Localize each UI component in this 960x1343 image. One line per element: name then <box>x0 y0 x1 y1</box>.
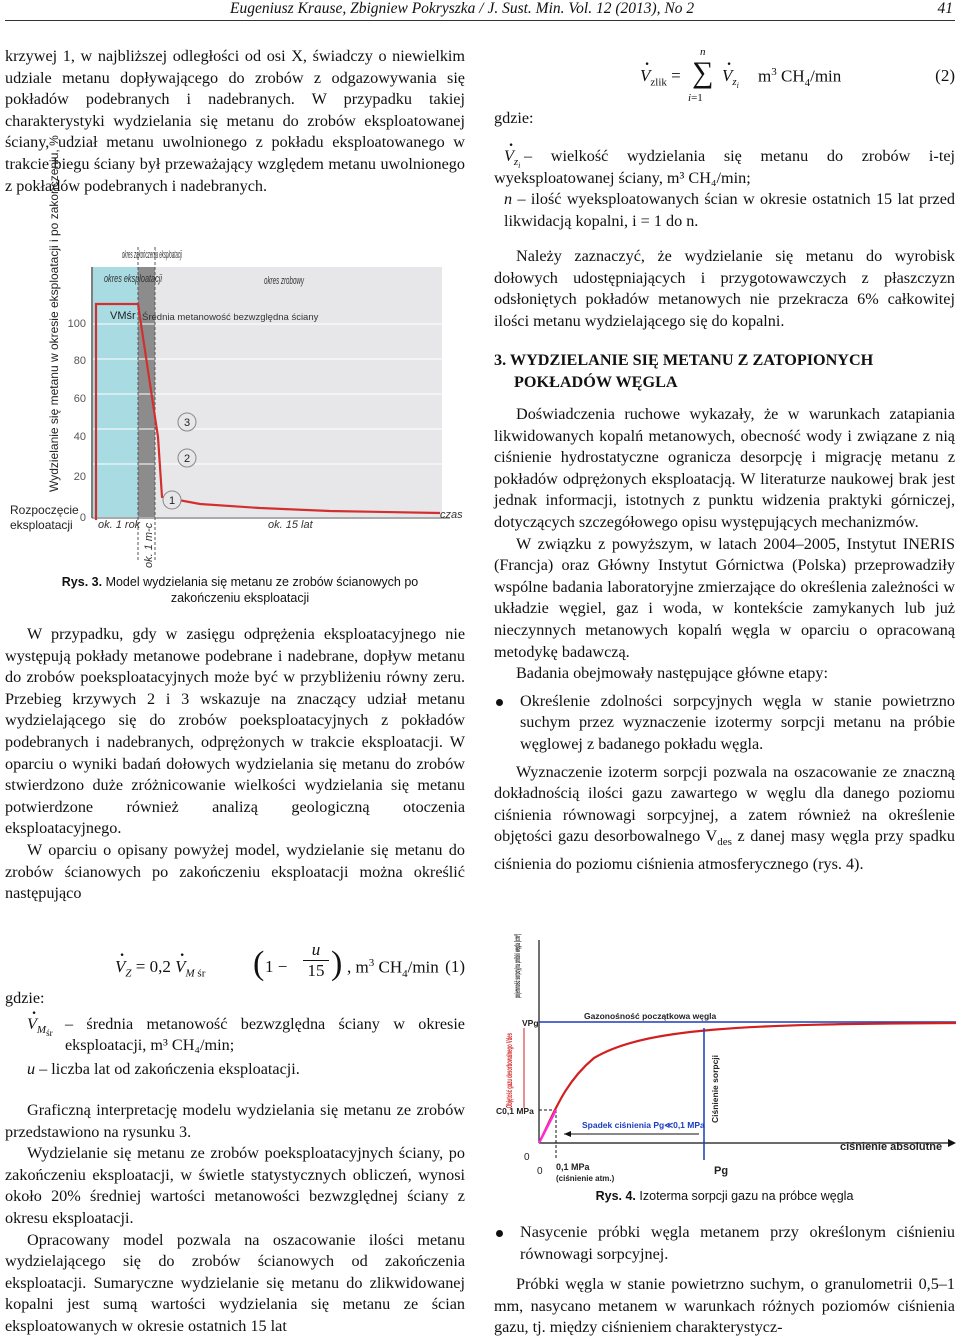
fig4-label-spadek: Spadek ciśnienia Pg≪0,1 MPa <box>582 1120 705 1130</box>
journal-citation: Eugeniusz Krause, Zbigniew Pokryszka / J. Sust. Min. Vol. 12 (2013), No 2 <box>230 0 695 17</box>
fig3-start-label: Rozpoczęcie eksploatacji <box>10 503 79 532</box>
fig4-label-zero-x: 0 <box>537 1166 543 1177</box>
left-body <box>5 624 465 905</box>
right-paragraph-1: Należy zaznaczyć, że wydzielanie się metanu do wyrobisk dołowych udostępniających i przygotowawczych z płaszczyzn odsłoniętych pokładów metanowych nie przekracza 6% całkowitej ilości metanu wydzielającego się do kopalni. <box>494 247 955 330</box>
left-paragraph-2: W oparciu o opisany powyżej model, wydzielanie się metanu do zrobów ścianowych po zakończeniu eksploatacji można określić następująco <box>5 840 465 903</box>
fig4-label-cisn-atm: (ciśnienie atm.) <box>556 1174 615 1183</box>
left-paragraph-3: Graficzną interpretację modelu wydzielania się metanu ze zrobów przedstawiono na rysunku 3. <box>5 1101 465 1141</box>
right-paragraph-2: Doświadczenia ruchowe wykazały, że w warunkach zatapiania likwidowanych kopalń metanowych, obecność wody i związane z nią ciśnienie hydrostatyczne ogranicza desorpcję i migrację metanu z pokładów odprężonych eksploatacją. W literaturze naukowej brak jest jednak informacji, istotnych z punktu widzenia praktyki górniczej, dotyczących szczegółowego opisu występujących mechanizmów. <box>494 405 955 531</box>
right-def-2: ilość wyeksploatowanych ścian w okresie ostatnich 15 lat przed likwidacją kopalni, i = 1 do n. <box>504 190 955 230</box>
fig4-label-cisn-sorp: Ciśnienie sorpcji <box>710 1054 720 1123</box>
fig4-label-vpg: VPg <box>522 1018 539 1028</box>
left-paragraph-1: W przypadku, gdy w zasięgu odprężenia eksploatacyjnego nie występują pokłady metanowe podebrane i nadebrane, dopływ metanu do zrobów poeksploatacyjnych może być w przybliżeniu równy zeru. Przebieg krzywych 2 i 3 wskazuje na znaczący udział metanu wydzielającego się do zrobów poeksploatacyjnych z pokładów podebranych i nadebranych, odprężonych w trakcie eksploatacji. W oparciu o wyniki badań dołowych wydzielania się metanu do zrobów stwierdzono duże zróżnicowanie wielkości wydzielania się metanu potwierdzone również analizą geologiczną otoczenia eksploatacyjnego. <box>5 625 465 838</box>
fig3-label-ok1rok: ok. 1 rok <box>98 519 141 531</box>
left-tail <box>5 1100 465 1338</box>
fig3-caption <box>40 574 440 606</box>
right-paragraph-5: Wyznaczenie izoterm sorpcji pozwala na oszacowanie ze znaczną dokładnością ilości gazu zawartego w węglu dla danego poziomu ciśnienia równowagi sorpcyjnej, a zatem również na określenie objętości gazu desorbowalnego $V_{des}$ z danej masy węgla przy spadku ciśnienia do poziomu ciśnienia atmosferycznego (rys. 4). <box>494 762 955 874</box>
right-paragraph-6: Próbki węgla w stanie powietrzno suchym, o granulometrii 0,5–1 mm, nasycano metanem w warunkach różnych poziomów ciśnienia gazu, tj. między ciśnieniem charakterystycz- <box>494 1275 955 1337</box>
fig3-ytick-100: 100 <box>67 318 86 330</box>
fig3-ytick-40: 40 <box>73 431 86 443</box>
fig4-ylabel-mid: Objętość gazu desorbowalnego Vdes <box>505 966 514 1108</box>
right-gdzie-block <box>494 108 954 130</box>
fig3-label-okres-eks: okres eksploatacji <box>104 273 163 285</box>
curve-label-3: 3 <box>183 417 191 429</box>
fig3-ytick-80: 80 <box>73 355 86 367</box>
bullet-2: Nasycenie próbki węgla metanem przy określonym ciśnieniu równowagi sorpcyjnej. <box>494 1222 955 1265</box>
fig3-label-czas: czas <box>440 509 463 521</box>
curve-label-2: 2 <box>183 453 191 465</box>
fig4-caption <box>494 1188 955 1204</box>
fig3-ytick-0: 0 <box>79 512 86 524</box>
page-number: 41 <box>937 0 953 17</box>
fig3-label-okres-zrob: okres zrobowy <box>264 275 305 287</box>
left-paragraph-5: Opracowany model pozwala na oszacowanie ilości metanu wydzielającego się do zrobów ścianowych od zakończenia eksploatacji. Sumaryczne wydzielanie się metanu do zlikwidowanej kopalni jest sumą wartości wydzielania się metanu ze ścian eksploatowanych w okresie ostatnich 15 lat <box>5 1230 465 1335</box>
right-def-1: wielkość wydzielania się metanu do zrobów i-tej wyeksploatowanej ściany, m³ CH₄/min; <box>494 147 955 187</box>
right-gdzie: gdzie: <box>494 109 534 127</box>
fig3-label-ok1m: ok. 1 m-c <box>143 522 155 568</box>
fig4-ylabel-top: pojemność sorpcyjna próbki węgla (cm³) <box>513 842 522 998</box>
right-paragraph-4: Badania obejmowały następujące główne etapy: <box>516 664 828 683</box>
fig4-label-zero-y: 0 <box>524 1152 530 1163</box>
fig4-caption-label: Rys. 4. <box>595 1189 636 1203</box>
left-intro <box>5 46 465 197</box>
fig3-label-srednia: Średnia metanowość bezwzględna ściany <box>142 312 319 323</box>
right-body-3 <box>494 1222 955 1339</box>
right-body-2 <box>494 404 955 876</box>
left-definitions: gdzie: · $V_{M_{śr}}$ – średnia metanowość bezwzględna ściany w okresie eksploatacji, m³ CH₄/min; u – liczba lat od zakończenia eksploatacji. <box>5 988 465 1080</box>
left-def-2: liczba lat od zakończenia eksploatacji. <box>51 1059 300 1078</box>
fig3-label-okres-zak: okres zakończenia eksploatacji <box>122 249 183 261</box>
fig3-caption-label: Rys. 3. <box>61 575 103 589</box>
fig4-label-c01: C0,1 MPa <box>496 1106 534 1116</box>
left-paragraph-4: Wydzielanie się metanu ze zrobów poeksploatacyjnych ściany, po zakończeniu eksploatacji, w świetle statystycznych obliczeń, wynosi około 20% średniej wartości metanowości bezwzględnej ściany z okresu eksploatacji. <box>5 1144 465 1227</box>
fig4-label-pg: Pg <box>714 1165 729 1177</box>
equation-1: · $V_Z = 0,2 \cdot V_{M śr}$ ( 1 − u 15 ) , $m^3$ $CH_4/\min$ (1) <box>115 940 465 1000</box>
section-heading: 3. WYDZIELANIE SIĘ METANU Z ZATOPIONYCH POKŁADÓW WĘGLA <box>494 351 874 391</box>
fig4-label-01mpa: 0,1 MPa <box>556 1162 590 1172</box>
eq1-number: (1) <box>445 957 465 976</box>
fig3-ytick-20: 20 <box>73 471 86 483</box>
bullet-1: Określenie zdolności sorpcyjnych węgla w stanie powietrzno suchym przez wyznaczenie izotermy sorpcji metanu na próbie węglowej z badanego pokładu węgla. <box>494 691 955 756</box>
fig3-label-vmsr: VMśr <box>110 310 136 322</box>
right-paragraph-3: W związku z powyższym, w latach 2004–2005, Instytut INERIS (Francja) oraz Główny Instytut Górnictwa (Polska) przeprowadziły wspólne badania laboratoryjne zmierzające do określenia zależności w układzie węgiel, gaz i woda, w kontekście zamykanych lub już nieczynnych metanowych kopalń węgla w oparciu o opracowaną metodykę badawczą. <box>494 534 955 661</box>
fig3-caption-text: Model wydzielania się metanu ze zrobów ścianowych po zakończeniu eksploatacji <box>105 575 419 605</box>
left-gdzie: gdzie: <box>5 989 45 1007</box>
intro-paragraph: krzywej 1, w najbliższej odległości od osi X, świadczy o niewielkim udziale metanu dopływającego do zrobów z odgazowywania się pokładów podebranych i nadebranych. W przypadku takiej charakterystyki wydzielania się metanu do zrobów eksploatowanej ściany, udział metanu uwolnionego z pokładu eksploatowanego w trakcie biegu ściany był przeważający względem metanu uwolnionego z pokładów podebranych i nadebranych. <box>5 47 465 195</box>
left-def-1: średnia metanowość bezwzględna ściany w okresie eksploatacji, m³ CH₄/min; <box>65 1014 465 1055</box>
figure-4-chart <box>494 842 958 1188</box>
right-definitions: · $V_{z_i}$ – wielkość wydzielania się metanu do zrobów i-tej wyeksploatowanej ściany, m³ CH₄/min; n – ilość wyeksploatowanych ścian w okresie ostatnich 15 lat przed likwidacją kopalni, i = 1 do n. <box>494 146 955 232</box>
fig3-ylabel: Wydzielanie się metanu w okresie eksploatacji i po zakończeniu, % <box>47 135 61 492</box>
eq2-number: (2) <box>935 66 955 85</box>
fig4-caption-text: Izoterma sorpcji gazu na próbce węgla <box>639 1189 854 1203</box>
fig4-label-gaz: Gazonośność początkowa węgla <box>584 1011 717 1021</box>
fig4-label-cisn-abs: ciśnienie absolutne <box>840 1141 943 1153</box>
right-body-1 <box>494 246 955 332</box>
fig3-label-ok15: ok. 15 lat <box>268 519 313 531</box>
page-header <box>5 0 955 21</box>
fig3-ytick-60: 60 <box>73 393 86 405</box>
equation-2: · $V_{zlik}$ = n ∑ i=1 · $V_{z_i}$ $m^3$ $CH_4/\min$ (2) <box>640 52 955 112</box>
curve-label-1: 1 <box>168 495 176 507</box>
